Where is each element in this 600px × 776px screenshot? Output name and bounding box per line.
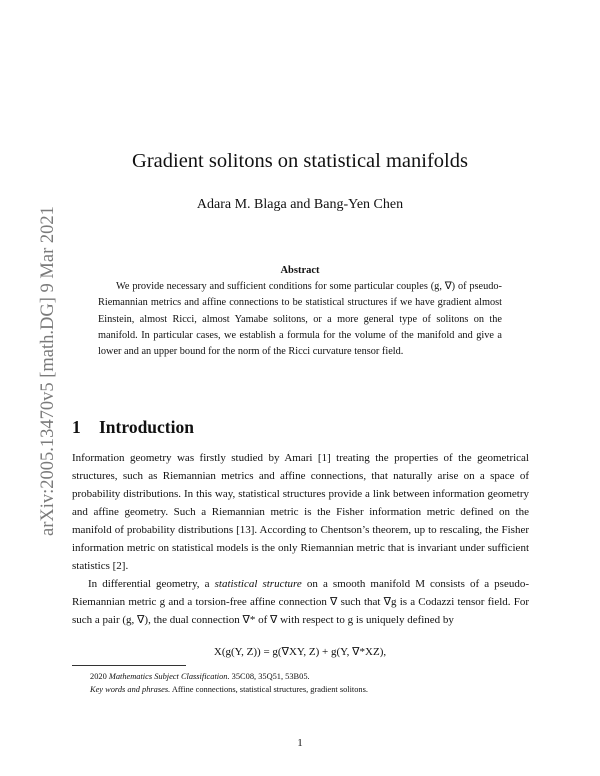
footnote-keywords — [90, 683, 530, 696]
msc-year: 2020 — [90, 672, 109, 681]
section-heading — [72, 417, 194, 438]
paper-title: Gradient solitons on statistical manifolds — [132, 150, 468, 172]
intro-p2-end: on a smooth manifold M consists of a pseudo-Riemannian metric g and a torsion-free affine connection ∇ such that ∇g is a Codazzi tensor field. For such a pair (g, ∇), the dual connection ∇* of ∇ with respect to g is uniquely defined by — [72, 578, 529, 626]
abstract-text: We provide necessary and sufficient conditions for some particular couples (g, ∇) of pseudo-Riemannian metrics and affine connections to be statistical structures if we have gradient almost Einstein, almost Ricci, almost Yamabe solitons, or a more general type of solitons on the manifold. In particular cases, we establish a formula for the volume of the manifold and give a lower and an upper bound for the norm of the Ricci curvature tensor field. — [98, 281, 502, 358]
footnote-rule — [72, 665, 186, 666]
arxiv-stamp — [18, 176, 58, 536]
msc-codes: 35C08, 35Q51, 53B05. — [229, 672, 310, 681]
footnote-msc — [90, 670, 530, 683]
section-title: Introduction — [99, 417, 194, 437]
msc-label: Mathematics Subject Classification. — [108, 672, 230, 681]
footnotes — [90, 670, 530, 696]
abstract-heading: Abstract — [280, 265, 320, 276]
section-number: 1 — [72, 417, 81, 437]
keywords-label: Key words and phrases. — [90, 685, 171, 694]
page-number: 1 — [297, 737, 303, 749]
keywords-text: Affine connections, statistical structures, gradient solitons. — [170, 685, 368, 694]
introduction-body — [72, 449, 529, 629]
intro-paragraph-1: Information geometry was firstly studied by Amari [1] treating the properties of the geometrical structures, such as Riemannian metrics and affine connections, that naturally arise on a space of probability distributions. In this way, statistical structures provide a link between information geometry and affine geometry. Such a Riemannian metric is the Fisher information metric defined on the manifold of probability distributions [13]. According to Chentson’s theorem, up to rescaling, the Fisher information metric on statistical models is the only Riemannian metric that is invariant under sufficient statistics [2]. — [72, 452, 529, 572]
intro-p2-emphasis: statistical structure — [214, 578, 302, 590]
equation — [0, 645, 600, 658]
intro-p2-start: In differential geometry, a — [88, 578, 215, 590]
abstract-body — [98, 279, 502, 360]
equation-text: X(g(Y, Z)) = g(∇XY, Z) + g(Y, ∇*XZ), — [213, 646, 387, 658]
intro-paragraph-2 — [72, 575, 529, 629]
paper-authors: Adara M. Blaga and Bang-Yen Chen — [196, 197, 404, 212]
arxiv-stamp-text: arXiv:2005.13470v5 [math.DG] 9 Mar 2021 — [38, 206, 58, 536]
